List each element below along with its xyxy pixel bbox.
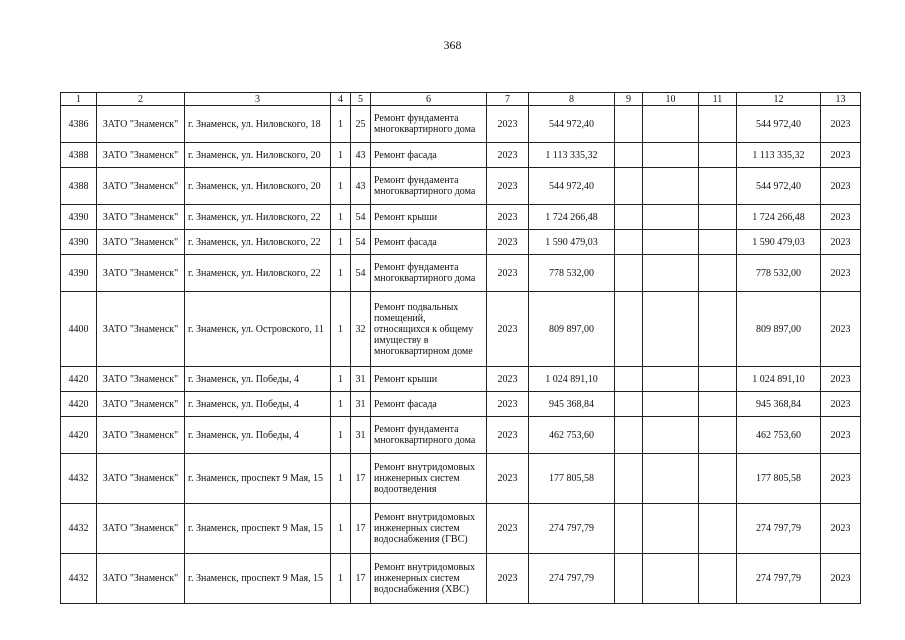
total-cell: 1 024 891,10 <box>737 367 821 392</box>
col5-cell: 43 <box>351 168 371 205</box>
municipality-cell: ЗАТО "Знаменск" <box>97 205 185 230</box>
end-year-cell: 2023 <box>821 230 861 255</box>
total-cell: 544 972,40 <box>737 106 821 143</box>
col4-cell: 1 <box>331 106 351 143</box>
col5-cell: 54 <box>351 230 371 255</box>
end-year-cell: 2023 <box>821 554 861 604</box>
col9-cell <box>615 292 643 367</box>
municipality-cell: ЗАТО "Знаменск" <box>97 454 185 504</box>
table-header-row <box>61 93 861 106</box>
col9-cell <box>615 230 643 255</box>
column-header: 6 <box>371 93 487 106</box>
column-header: 8 <box>529 93 615 106</box>
work-type-cell: Ремонт внутридомовых инженерных систем водоснабжения (ХВС) <box>371 554 487 604</box>
col9-cell <box>615 417 643 454</box>
year-cell: 2023 <box>487 417 529 454</box>
work-type-cell: Ремонт фундамента многоквартирного дома <box>371 417 487 454</box>
work-type-cell: Ремонт фундамента многоквартирного дома <box>371 106 487 143</box>
column-header: 13 <box>821 93 861 106</box>
address-cell: г. Знаменск, ул. Ниловского, 22 <box>185 255 331 292</box>
col10-cell <box>643 292 699 367</box>
column-header: 5 <box>351 93 371 106</box>
col4-cell: 1 <box>331 554 351 604</box>
work-type-cell: Ремонт фасада <box>371 392 487 417</box>
municipality-cell: ЗАТО "Знаменск" <box>97 554 185 604</box>
col9-cell <box>615 168 643 205</box>
year-cell: 2023 <box>487 367 529 392</box>
municipality-cell: ЗАТО "Знаменск" <box>97 143 185 168</box>
municipality-cell: ЗАТО "Знаменск" <box>97 106 185 143</box>
col11-cell <box>699 255 737 292</box>
municipality-cell: ЗАТО "Знаменск" <box>97 292 185 367</box>
col5-cell: 54 <box>351 255 371 292</box>
cost-cell: 1 724 266,48 <box>529 205 615 230</box>
address-cell: г. Знаменск, ул. Ниловского, 22 <box>185 205 331 230</box>
table-row <box>61 392 861 417</box>
col9-cell <box>615 205 643 230</box>
municipality-cell: ЗАТО "Знаменск" <box>97 392 185 417</box>
municipality-cell: ЗАТО "Знаменск" <box>97 255 185 292</box>
col5-cell: 17 <box>351 454 371 504</box>
total-cell: 945 368,84 <box>737 392 821 417</box>
work-type-cell: Ремонт подвальных помещений, относящихся к общему имуществу в многоквартирном доме <box>371 292 487 367</box>
total-cell: 1 590 479,03 <box>737 230 821 255</box>
year-cell: 2023 <box>487 168 529 205</box>
end-year-cell: 2023 <box>821 205 861 230</box>
col4-cell: 1 <box>331 392 351 417</box>
end-year-cell: 2023 <box>821 143 861 168</box>
col11-cell <box>699 143 737 168</box>
col10-cell <box>643 168 699 205</box>
municipality-cell: ЗАТО "Знаменск" <box>97 417 185 454</box>
work-type-cell: Ремонт фундамента многоквартирного дома <box>371 168 487 205</box>
total-cell: 274 797,79 <box>737 554 821 604</box>
end-year-cell: 2023 <box>821 168 861 205</box>
row-id-cell: 4388 <box>61 168 97 205</box>
col9-cell <box>615 255 643 292</box>
col4-cell: 1 <box>331 292 351 367</box>
municipality-cell: ЗАТО "Знаменск" <box>97 168 185 205</box>
row-id-cell: 4390 <box>61 205 97 230</box>
year-cell: 2023 <box>487 292 529 367</box>
col10-cell <box>643 106 699 143</box>
end-year-cell: 2023 <box>821 392 861 417</box>
col11-cell <box>699 205 737 230</box>
row-id-cell: 4388 <box>61 143 97 168</box>
total-cell: 1 724 266,48 <box>737 205 821 230</box>
total-cell: 778 532,00 <box>737 255 821 292</box>
end-year-cell: 2023 <box>821 292 861 367</box>
row-id-cell: 4420 <box>61 367 97 392</box>
column-header: 10 <box>643 93 699 106</box>
col11-cell <box>699 417 737 454</box>
address-cell: г. Знаменск, ул. Ниловского, 20 <box>185 143 331 168</box>
address-cell: г. Знаменск, ул. Победы, 4 <box>185 367 331 392</box>
col9-cell <box>615 143 643 168</box>
table-row <box>61 168 861 205</box>
col5-cell: 54 <box>351 205 371 230</box>
column-header: 2 <box>97 93 185 106</box>
col9-cell <box>615 392 643 417</box>
end-year-cell: 2023 <box>821 255 861 292</box>
table-row <box>61 367 861 392</box>
col10-cell <box>643 504 699 554</box>
col9-cell <box>615 454 643 504</box>
col4-cell: 1 <box>331 255 351 292</box>
year-cell: 2023 <box>487 504 529 554</box>
cost-cell: 778 532,00 <box>529 255 615 292</box>
table-row <box>61 454 861 504</box>
table-row <box>61 292 861 367</box>
cost-cell: 177 805,58 <box>529 454 615 504</box>
work-type-cell: Ремонт внутридомовых инженерных систем водоснабжения (ГВС) <box>371 504 487 554</box>
work-type-cell: Ремонт фундамента многоквартирного дома <box>371 255 487 292</box>
column-header: 4 <box>331 93 351 106</box>
col4-cell: 1 <box>331 454 351 504</box>
year-cell: 2023 <box>487 106 529 143</box>
col11-cell <box>699 454 737 504</box>
table-row <box>61 504 861 554</box>
end-year-cell: 2023 <box>821 454 861 504</box>
end-year-cell: 2023 <box>821 367 861 392</box>
col11-cell <box>699 367 737 392</box>
table-row <box>61 205 861 230</box>
col9-cell <box>615 504 643 554</box>
row-id-cell: 4390 <box>61 230 97 255</box>
cost-cell: 544 972,40 <box>529 106 615 143</box>
total-cell: 809 897,00 <box>737 292 821 367</box>
year-cell: 2023 <box>487 454 529 504</box>
row-id-cell: 4432 <box>61 554 97 604</box>
col11-cell <box>699 504 737 554</box>
municipality-cell: ЗАТО "Знаменск" <box>97 504 185 554</box>
total-cell: 274 797,79 <box>737 504 821 554</box>
cost-cell: 1 590 479,03 <box>529 230 615 255</box>
col11-cell <box>699 392 737 417</box>
col5-cell: 31 <box>351 392 371 417</box>
repair-schedule-table <box>60 92 861 604</box>
column-header: 7 <box>487 93 529 106</box>
row-id-cell: 4432 <box>61 454 97 504</box>
col10-cell <box>643 205 699 230</box>
cost-cell: 809 897,00 <box>529 292 615 367</box>
address-cell: г. Знаменск, ул. Ниловского, 18 <box>185 106 331 143</box>
year-cell: 2023 <box>487 143 529 168</box>
table-row <box>61 143 861 168</box>
work-type-cell: Ремонт внутридомовых инженерных систем водоотведения <box>371 454 487 504</box>
year-cell: 2023 <box>487 205 529 230</box>
page-number: 368 <box>443 38 462 52</box>
cost-cell: 1 024 891,10 <box>529 367 615 392</box>
cost-cell: 544 972,40 <box>529 168 615 205</box>
total-cell: 544 972,40 <box>737 168 821 205</box>
row-id-cell: 4432 <box>61 504 97 554</box>
col11-cell <box>699 230 737 255</box>
year-cell: 2023 <box>487 392 529 417</box>
total-cell: 177 805,58 <box>737 454 821 504</box>
address-cell: г. Знаменск, проспект 9 Мая, 15 <box>185 504 331 554</box>
row-id-cell: 4400 <box>61 292 97 367</box>
column-header: 1 <box>61 93 97 106</box>
column-header: 11 <box>699 93 737 106</box>
end-year-cell: 2023 <box>821 417 861 454</box>
column-header: 12 <box>737 93 821 106</box>
col11-cell <box>699 106 737 143</box>
work-type-cell: Ремонт фасада <box>371 143 487 168</box>
work-type-cell: Ремонт крыши <box>371 205 487 230</box>
total-cell: 1 113 335,32 <box>737 143 821 168</box>
col5-cell: 32 <box>351 292 371 367</box>
col5-cell: 17 <box>351 554 371 604</box>
col9-cell <box>615 367 643 392</box>
cost-cell: 274 797,79 <box>529 504 615 554</box>
cost-cell: 462 753,60 <box>529 417 615 454</box>
table-row <box>61 417 861 454</box>
column-header: 3 <box>185 93 331 106</box>
col4-cell: 1 <box>331 230 351 255</box>
cost-cell: 1 113 335,32 <box>529 143 615 168</box>
col4-cell: 1 <box>331 168 351 205</box>
total-cell: 462 753,60 <box>737 417 821 454</box>
address-cell: г. Знаменск, проспект 9 Мая, 15 <box>185 554 331 604</box>
col11-cell <box>699 554 737 604</box>
col10-cell <box>643 554 699 604</box>
col11-cell <box>699 292 737 367</box>
work-type-cell: Ремонт крыши <box>371 367 487 392</box>
table-row <box>61 255 861 292</box>
col5-cell: 31 <box>351 367 371 392</box>
row-id-cell: 4386 <box>61 106 97 143</box>
year-cell: 2023 <box>487 255 529 292</box>
end-year-cell: 2023 <box>821 106 861 143</box>
cost-cell: 274 797,79 <box>529 554 615 604</box>
col10-cell <box>643 417 699 454</box>
year-cell: 2023 <box>487 230 529 255</box>
work-type-cell: Ремонт фасада <box>371 230 487 255</box>
col10-cell <box>643 454 699 504</box>
col4-cell: 1 <box>331 205 351 230</box>
address-cell: г. Знаменск, ул. Победы, 4 <box>185 392 331 417</box>
col4-cell: 1 <box>331 367 351 392</box>
row-id-cell: 4390 <box>61 255 97 292</box>
row-id-cell: 4420 <box>61 417 97 454</box>
address-cell: г. Знаменск, ул. Ниловского, 22 <box>185 230 331 255</box>
col10-cell <box>643 367 699 392</box>
table-row <box>61 554 861 604</box>
table-row <box>61 106 861 143</box>
col10-cell <box>643 392 699 417</box>
end-year-cell: 2023 <box>821 504 861 554</box>
row-id-cell: 4420 <box>61 392 97 417</box>
col5-cell: 31 <box>351 417 371 454</box>
col10-cell <box>643 230 699 255</box>
col4-cell: 1 <box>331 143 351 168</box>
col5-cell: 25 <box>351 106 371 143</box>
address-cell: г. Знаменск, проспект 9 Мая, 15 <box>185 454 331 504</box>
col5-cell: 17 <box>351 504 371 554</box>
col11-cell <box>699 168 737 205</box>
address-cell: г. Знаменск, ул. Ниловского, 20 <box>185 168 331 205</box>
col10-cell <box>643 255 699 292</box>
municipality-cell: ЗАТО "Знаменск" <box>97 230 185 255</box>
col9-cell <box>615 554 643 604</box>
address-cell: г. Знаменск, ул. Победы, 4 <box>185 417 331 454</box>
table-row <box>61 230 861 255</box>
col9-cell <box>615 106 643 143</box>
column-header: 9 <box>615 93 643 106</box>
address-cell: г. Знаменск, ул. Островского, 11 <box>185 292 331 367</box>
col4-cell: 1 <box>331 417 351 454</box>
col4-cell: 1 <box>331 504 351 554</box>
municipality-cell: ЗАТО "Знаменск" <box>97 367 185 392</box>
cost-cell: 945 368,84 <box>529 392 615 417</box>
col5-cell: 43 <box>351 143 371 168</box>
year-cell: 2023 <box>487 554 529 604</box>
col10-cell <box>643 143 699 168</box>
